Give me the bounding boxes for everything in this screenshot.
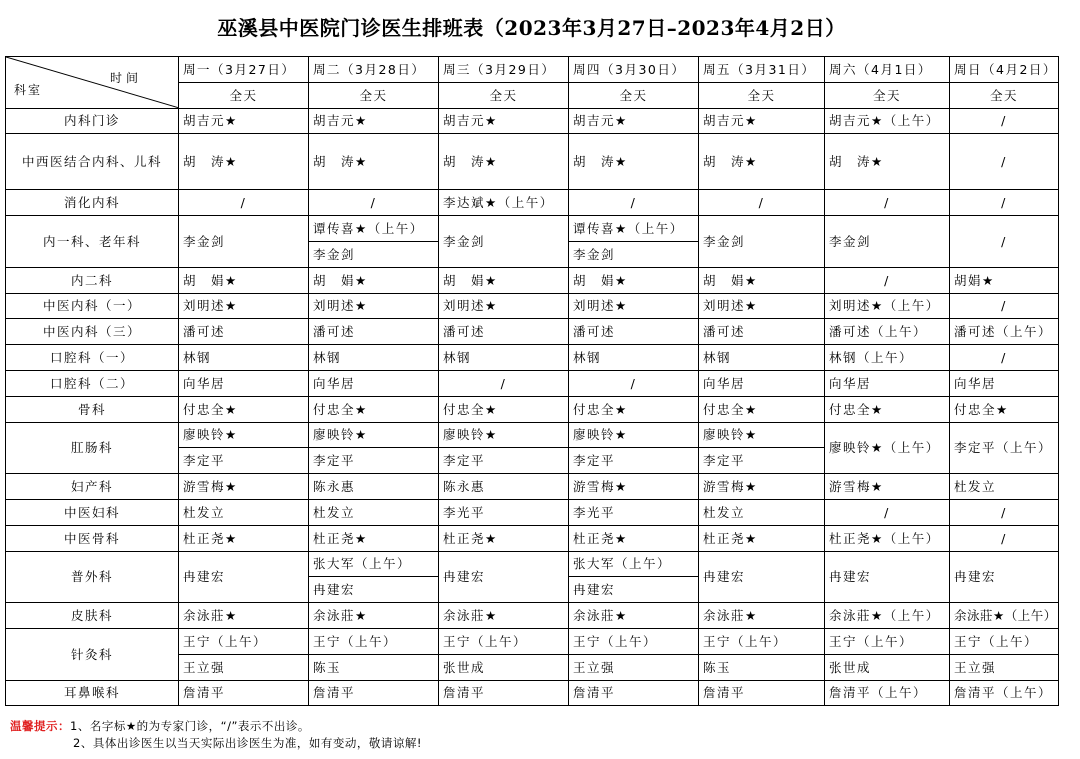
table-row xyxy=(6,216,1059,242)
schedule-cell: 冉建宏 xyxy=(569,577,699,603)
schedule-cell: 潘可述 xyxy=(569,319,699,345)
schedule-cell: 冉建宏 xyxy=(439,551,569,603)
session-label: 全天 xyxy=(825,82,950,108)
schedule-cell: 杜正尧★ xyxy=(699,525,825,551)
schedule-cell: 廖映铃★ xyxy=(569,422,699,448)
schedule-cell: / xyxy=(699,190,825,216)
schedule-cell: 陈永惠 xyxy=(309,474,439,500)
schedule-cell: 王立强 xyxy=(950,654,1059,680)
day-header: 周二（3月28日） xyxy=(309,57,439,83)
schedule-cell: 陈玉 xyxy=(309,654,439,680)
schedule-cell: 杜发立 xyxy=(309,499,439,525)
schedule-cell: 王宁（上午） xyxy=(569,628,699,654)
schedule-cell: / xyxy=(439,370,569,396)
schedule-cell: 王宁（上午） xyxy=(439,628,569,654)
schedule-cell: 胡 娟★ xyxy=(179,267,309,293)
dept-name: 口腔科（一） xyxy=(6,345,179,371)
schedule-cell: 杜发立 xyxy=(950,474,1059,500)
table-row xyxy=(6,551,1059,577)
schedule-cell: 李金剑 xyxy=(309,241,439,267)
dept-name: 耳鼻喉科 xyxy=(6,680,179,706)
schedule-cell: 冉建宏 xyxy=(179,551,309,603)
schedule-cell: 廖映铃★ xyxy=(699,422,825,448)
schedule-cell: 林钢 xyxy=(569,345,699,371)
schedule-cell: 杜正尧★ xyxy=(569,525,699,551)
schedule-cell: 林钢 xyxy=(439,345,569,371)
schedule-cell: 付忠全★ xyxy=(439,396,569,422)
schedule-cell: 廖映铃★（上午） xyxy=(825,422,950,474)
schedule-cell: 向华居 xyxy=(179,370,309,396)
schedule-cell: 胡 娟★ xyxy=(699,267,825,293)
table-row xyxy=(6,680,1059,706)
schedule-cell: 付忠全★ xyxy=(825,396,950,422)
schedule-cell: 林钢 xyxy=(699,345,825,371)
notes-label: 温馨提示： xyxy=(10,719,70,733)
schedule-cell: 胡 娟★ xyxy=(439,267,569,293)
schedule-cell: / xyxy=(950,216,1059,268)
day-header: 周四（3月30日） xyxy=(569,57,699,83)
schedule-table xyxy=(5,56,1059,706)
schedule-cell: 游雪梅★ xyxy=(569,474,699,500)
schedule-cell: 谭传喜★（上午） xyxy=(569,216,699,242)
schedule-cell: 付忠全★ xyxy=(950,396,1059,422)
schedule-cell: 林钢 xyxy=(179,345,309,371)
schedule-cell: 林钢（上午） xyxy=(825,345,950,371)
schedule-cell: 潘可述 xyxy=(179,319,309,345)
schedule-cell: / xyxy=(950,525,1059,551)
dept-name: 皮肤科 xyxy=(6,603,179,629)
day-header: 周一（3月27日） xyxy=(179,57,309,83)
time-header-label: 时间 xyxy=(109,71,142,85)
schedule-cell: 余泳莊★（上午） xyxy=(825,603,950,629)
schedule-cell: 林钢 xyxy=(309,345,439,371)
schedule-cell: 詹清平 xyxy=(699,680,825,706)
schedule-cell: 李光平 xyxy=(569,499,699,525)
schedule-cell: 李定平 xyxy=(699,448,825,474)
schedule-cell: 胡 涛★ xyxy=(825,134,950,190)
table-row xyxy=(6,108,1059,134)
schedule-cell: 詹清平（上午） xyxy=(825,680,950,706)
table-row xyxy=(6,628,1059,654)
schedule-cell: / xyxy=(309,190,439,216)
schedule-cell: 游雪梅★ xyxy=(699,474,825,500)
schedule-cell: 胡吉元★ xyxy=(179,108,309,134)
schedule-cell: / xyxy=(950,499,1059,525)
schedule-cell: 王宁（上午） xyxy=(699,628,825,654)
table-row xyxy=(6,474,1059,500)
table-row xyxy=(6,190,1059,216)
schedule-cell: 张世成 xyxy=(439,654,569,680)
schedule-cell: 胡 涛★ xyxy=(699,134,825,190)
dept-name: 口腔科（二） xyxy=(6,370,179,396)
session-label: 全天 xyxy=(569,82,699,108)
schedule-cell: 潘可述 xyxy=(699,319,825,345)
schedule-cell: 刘明述★ xyxy=(439,293,569,319)
schedule-cell: / xyxy=(825,499,950,525)
page-title: 巫溪县中医院门诊医生排班表（2023年3月27日–2023年4月2日） xyxy=(217,16,846,40)
table-row xyxy=(6,603,1059,629)
table-row xyxy=(6,319,1059,345)
dept-name: 妇产科 xyxy=(6,474,179,500)
session-label: 全天 xyxy=(699,82,825,108)
day-header: 周六（4月1日） xyxy=(825,57,950,83)
schedule-cell: 廖映铃★ xyxy=(179,422,309,448)
schedule-cell: 詹清平 xyxy=(309,680,439,706)
dept-name: 中医内科（三） xyxy=(6,319,179,345)
schedule-cell: 杜发立 xyxy=(699,499,825,525)
schedule-cell: 刘明述★ xyxy=(569,293,699,319)
schedule-cell: 付忠全★ xyxy=(179,396,309,422)
session-label: 全天 xyxy=(439,82,569,108)
schedule-cell: 李达斌★（上午） xyxy=(439,190,569,216)
schedule-cell: / xyxy=(950,134,1059,190)
schedule-cell: / xyxy=(569,190,699,216)
dept-name: 针灸科 xyxy=(6,628,179,680)
schedule-cell: 付忠全★ xyxy=(699,396,825,422)
session-label: 全天 xyxy=(950,82,1059,108)
dept-name: 内科门诊 xyxy=(6,108,179,134)
schedule-cell: 付忠全★ xyxy=(569,396,699,422)
footnote-line-2: 2、具体出诊医生以当天实际出诊医生为准，如有变动，敬请谅解! xyxy=(73,736,422,750)
schedule-cell: 余泳莊★ xyxy=(309,603,439,629)
dept-name: 肛肠科 xyxy=(6,422,179,474)
schedule-cell: 胡吉元★ xyxy=(309,108,439,134)
schedule-cell: 胡 涛★ xyxy=(439,134,569,190)
day-header: 周三（3月29日） xyxy=(439,57,569,83)
schedule-cell: 王宁（上午） xyxy=(950,628,1059,654)
schedule-cell: 胡吉元★ xyxy=(699,108,825,134)
schedule-cell: 胡 涛★ xyxy=(179,134,309,190)
schedule-cell: 向华居 xyxy=(950,370,1059,396)
schedule-cell: 向华居 xyxy=(825,370,950,396)
schedule-cell: 詹清平 xyxy=(569,680,699,706)
schedule-cell: 李定平 xyxy=(569,448,699,474)
table-row xyxy=(6,293,1059,319)
schedule-cell: / xyxy=(950,345,1059,371)
schedule-cell: 余泳莊★ xyxy=(569,603,699,629)
dept-name: 中医骨科 xyxy=(6,525,179,551)
dept-name: 消化内科 xyxy=(6,190,179,216)
schedule-cell: 杜发立 xyxy=(179,499,309,525)
session-label: 全天 xyxy=(309,82,439,108)
table-row xyxy=(6,267,1059,293)
schedule-cell: 廖映铃★ xyxy=(439,422,569,448)
schedule-cell: 李光平 xyxy=(439,499,569,525)
header-row xyxy=(6,57,1059,83)
schedule-cell: / xyxy=(825,267,950,293)
schedule-cell: 胡 涛★ xyxy=(309,134,439,190)
schedule-cell: 谭传喜★（上午） xyxy=(309,216,439,242)
schedule-cell: 潘可述（上午） xyxy=(825,319,950,345)
schedule-cell: 冉建宏 xyxy=(699,551,825,603)
schedule-cell: 陈永惠 xyxy=(439,474,569,500)
schedule-cell: 胡 娟★ xyxy=(569,267,699,293)
schedule-cell: 张大军（上午） xyxy=(309,551,439,577)
schedule-cell: 冉建宏 xyxy=(309,577,439,603)
schedule-cell: / xyxy=(950,190,1059,216)
schedule-cell: 李定平 xyxy=(179,448,309,474)
schedule-cell: 胡吉元★ xyxy=(569,108,699,134)
schedule-cell: 王立强 xyxy=(179,654,309,680)
schedule-cell: 游雪梅★ xyxy=(179,474,309,500)
schedule-cell: 李金剑 xyxy=(825,216,950,268)
schedule-cell: 李金剑 xyxy=(569,241,699,267)
schedule-cell: 李金剑 xyxy=(699,216,825,268)
schedule-cell: 冉建宏 xyxy=(825,551,950,603)
dept-name: 内一科、老年科 xyxy=(6,216,179,268)
schedule-cell: / xyxy=(950,108,1059,134)
schedule-cell: 胡 涛★ xyxy=(569,134,699,190)
schedule-cell: 余泳莊★ xyxy=(179,603,309,629)
table-row xyxy=(6,370,1059,396)
day-header: 周五（3月31日） xyxy=(699,57,825,83)
table-row xyxy=(6,396,1059,422)
table-row xyxy=(6,422,1059,448)
schedule-cell: 王宁（上午） xyxy=(825,628,950,654)
schedule-cell: 詹清平（上午） xyxy=(950,680,1059,706)
schedule-cell: / xyxy=(569,370,699,396)
schedule-cell: 李金剑 xyxy=(439,216,569,268)
schedule-cell: 向华居 xyxy=(699,370,825,396)
dept-name: 内二科 xyxy=(6,267,179,293)
schedule-cell: 游雪梅★ xyxy=(825,474,950,500)
footnote-line-1 xyxy=(10,718,422,735)
schedule-cell: 杜正尧★ xyxy=(179,525,309,551)
schedule-cell: 胡吉元★ xyxy=(439,108,569,134)
schedule-cell: 潘可述 xyxy=(439,319,569,345)
schedule-cell: 杜正尧★ xyxy=(309,525,439,551)
schedule-cell: 詹清平 xyxy=(439,680,569,706)
table-row xyxy=(6,499,1059,525)
schedule-cell: 胡 娟★ xyxy=(309,267,439,293)
schedule-cell: 李金剑 xyxy=(179,216,309,268)
schedule-cell: 余泳莊★ xyxy=(439,603,569,629)
schedule-cell: 刘明述★（上午） xyxy=(825,293,950,319)
schedule-cell: 张世成 xyxy=(825,654,950,680)
schedule-cell: 李定平 xyxy=(309,448,439,474)
dept-header-label: 科室 xyxy=(14,82,43,97)
schedule-cell: 向华居 xyxy=(309,370,439,396)
footnotes xyxy=(10,718,422,752)
schedule-cell: 余泳莊★ xyxy=(699,603,825,629)
schedule-cell: 廖映铃★ xyxy=(309,422,439,448)
dept-name: 骨科 xyxy=(6,396,179,422)
schedule-cell: 付忠全★ xyxy=(309,396,439,422)
dept-name: 中西医结合内科、儿科 xyxy=(6,134,179,190)
schedule-cell: 张大军（上午） xyxy=(569,551,699,577)
schedule-cell: 潘可述 xyxy=(309,319,439,345)
schedule-cell: 刘明述★ xyxy=(309,293,439,319)
schedule-cell: 陈玉 xyxy=(699,654,825,680)
dept-name: 普外科 xyxy=(6,551,179,603)
table-row xyxy=(6,345,1059,371)
schedule-cell: 王宁（上午） xyxy=(179,628,309,654)
day-header: 周日（4月2日） xyxy=(950,57,1059,83)
schedule-cell: 王立强 xyxy=(569,654,699,680)
schedule-cell: / xyxy=(950,293,1059,319)
schedule-cell: 李定平 xyxy=(439,448,569,474)
schedule-cell: 刘明述★ xyxy=(179,293,309,319)
footnote-text-1: 1、名字标★的为专家门诊，“/”表示不出诊。 xyxy=(70,719,310,733)
schedule-cell: 余泳莊★（上午） xyxy=(950,603,1059,629)
dept-name: 中医内科（一） xyxy=(6,293,179,319)
schedule-cell: 杜正尧★ xyxy=(439,525,569,551)
table-row xyxy=(6,525,1059,551)
schedule-cell: / xyxy=(825,190,950,216)
dept-name: 中医妇科 xyxy=(6,499,179,525)
schedule-cell: 潘可述（上午） xyxy=(950,319,1059,345)
schedule-cell: 詹清平 xyxy=(179,680,309,706)
schedule-cell: 冉建宏 xyxy=(950,551,1059,603)
header-corner-cell xyxy=(6,57,179,109)
schedule-cell: 胡吉元★（上午） xyxy=(825,108,950,134)
schedule-cell: 李定平（上午） xyxy=(950,422,1059,474)
schedule-cell: 刘明述★ xyxy=(699,293,825,319)
schedule-cell: 胡娟★ xyxy=(950,267,1059,293)
schedule-cell: 王宁（上午） xyxy=(309,628,439,654)
schedule-cell: / xyxy=(179,190,309,216)
session-label: 全天 xyxy=(179,82,309,108)
table-row xyxy=(6,134,1059,190)
schedule-cell: 杜正尧★（上午） xyxy=(825,525,950,551)
